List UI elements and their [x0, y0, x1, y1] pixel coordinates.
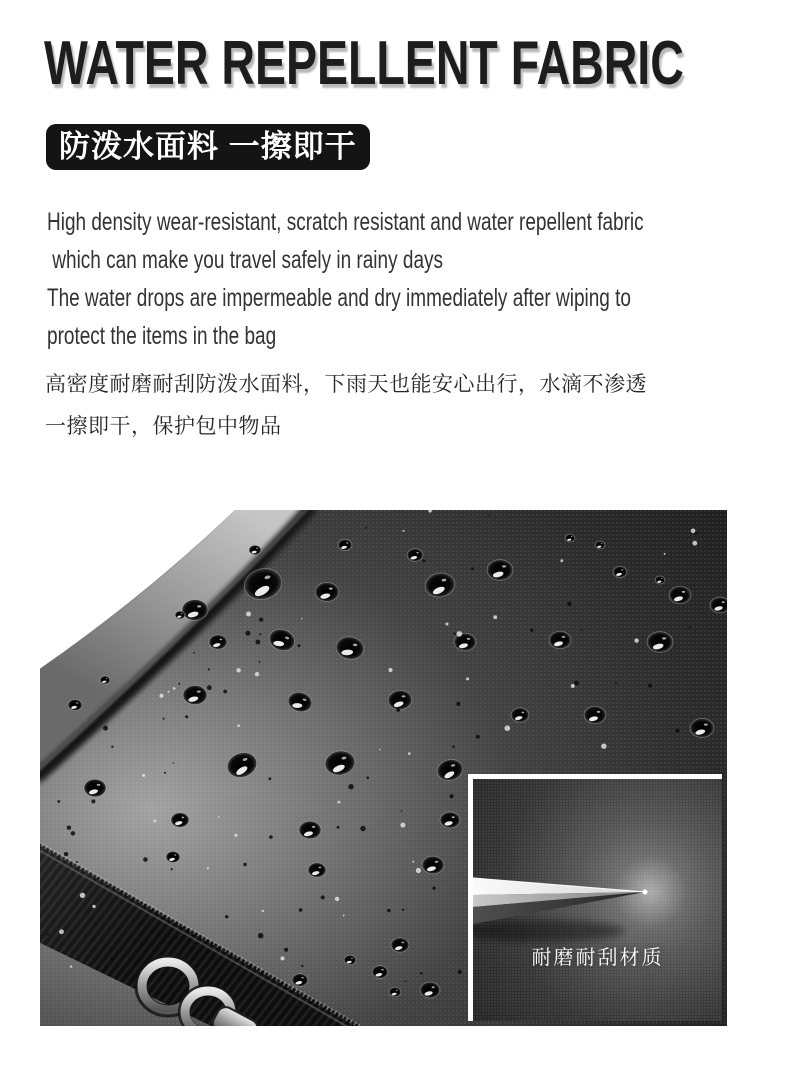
- description-en-line-3: The water drops are impermeable and dry immediately after wiping to: [47, 284, 632, 312]
- description-zh-line-1: 高密度耐磨耐刮防泼水面料，下雨天也能安心出行，水滴不渗透: [45, 373, 647, 396]
- description-zh-line-2: 一擦即干，保护包中物品: [45, 415, 282, 438]
- blade-on-fabric-photo: [473, 779, 722, 1021]
- description-en: [47, 203, 790, 355]
- description-en-line-1: High density wear-resistant, scratch resistant and water repellent fabric: [47, 208, 644, 236]
- description-en-line-2: which can make you travel safely in rainy days: [47, 246, 444, 274]
- feature-badge: [46, 124, 370, 170]
- feature-badge-label: 防泼水面料 一擦即干: [59, 129, 357, 164]
- durability-inset-photo: [468, 774, 722, 1021]
- description-zh: [45, 364, 790, 448]
- description-en-line-4: protect the items in the bag: [47, 322, 277, 350]
- product-photo: [40, 510, 727, 1026]
- page-title: WATER REPELLENT FABRIC: [44, 29, 684, 98]
- inset-caption: 耐磨耐刮材质: [531, 947, 664, 969]
